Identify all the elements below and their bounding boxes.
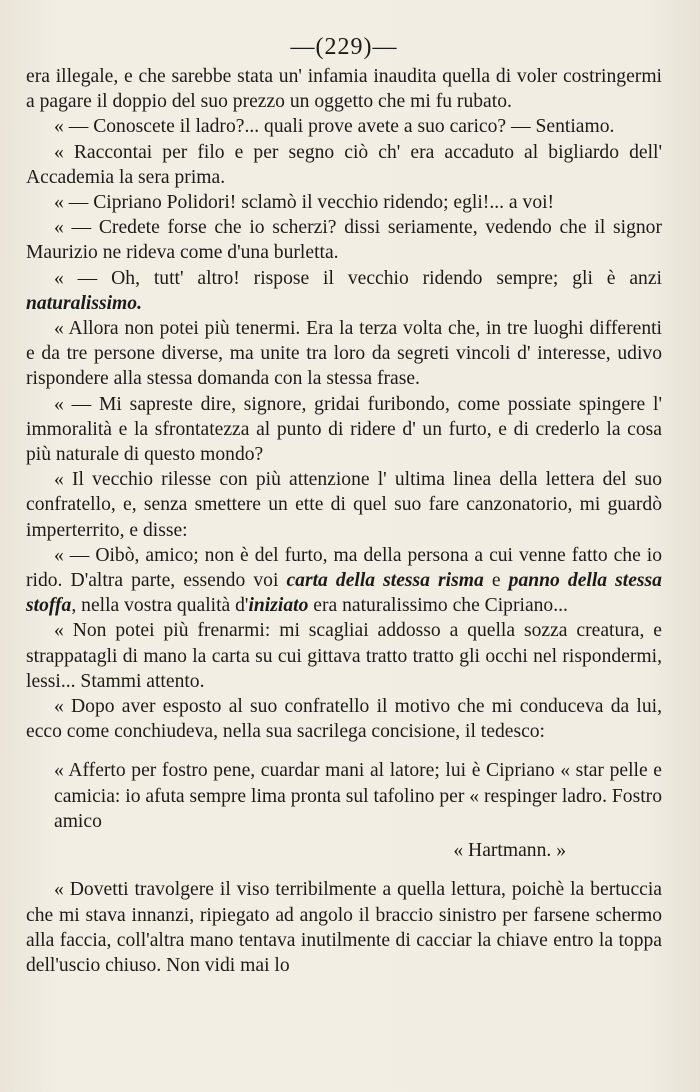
- paragraph-6-text: « — Oh, tutt' altro! rispose il vecchio ridendo sempre; gli è anzi: [54, 267, 662, 289]
- paragraph-10-text-a: « — Oibò, amico; non è del furto, ma della persona a cui venne fatto che io rido. D'altra parte, essendo voi: [26, 544, 662, 592]
- paragraph-3: « Raccontai per filo e per segno ciò ch' era accaduto al bigliardo dell' Accademia la sera prima.: [26, 141, 662, 188]
- paragraph-12: « Dopo aver esposto al suo confratello il motivo che mi conduceva da lui, ecco come conchiudeva, nella sua sacrilega concisione, il tedesco:: [26, 696, 662, 743]
- page-number: —(229)—: [290, 34, 398, 60]
- paragraph-5: « — Credete forse che io scherzi? dissi seriamente, vedendo che il signor Maurizio ne rideva come d'una burletta.: [26, 217, 662, 264]
- paragraph-9: « Il vecchio rilesse con più attenzione l' ultima linea della lettera del suo confratello, e, senza smettere un ette di quel suo fare canzonatorio, mi guardò imperterrito, e disse:: [26, 469, 662, 541]
- letter-signature: « Hartmann. »: [453, 840, 566, 862]
- italic-iniziato: iniziato: [248, 595, 309, 617]
- paragraph-10-text-c: , nella vostra qualità d': [71, 595, 249, 617]
- paragraph-8: « — Mi sapreste dire, signore, gridai furibondo, come possiate spingere l' immoralità e la sfrontatezza al punto di ridere d' un furto, e di crederlo la cosa più naturale di questo mondo?: [26, 393, 662, 466]
- italic-naturalissimo: naturalissimo.: [26, 292, 142, 314]
- paragraph-10-text-b: e: [491, 570, 501, 592]
- paragraph-4: « — Cipriano Polidori! sclamò il vecchio ridendo; egli!... a voi!: [54, 192, 555, 214]
- paragraph-7: « Allora non potei più tenermi. Era la terza volta che, in tre luoghi differenti e da tre persone diverse, ma unite tra loro da segreti vincoli d' interesse, udivo rispondere alla stessa domanda con la stessa frase.: [26, 318, 662, 390]
- closing-paragraph: « Dovetti travolgere il viso terribilmente a quella lettura, poichè la bertuccia che mi stava innanzi, ripiegato ad angolo il braccio sinistro per farsene schermo alla faccia, coll'altra mano tentava inutilmente di cacciar la chiave entro la toppa dell'uscio chiuso. Non vidi mai lo: [26, 879, 662, 976]
- paragraph-10-text-d: era naturalissimo che Cipriano...: [313, 595, 568, 617]
- paragraph-2: « — Conoscete il ladro?... quali prove avete a suo carico? — Sentiamo.: [54, 116, 615, 138]
- paragraph-11: « Non potei più frenarmi: mi scagliai addosso a quella sozza creatura, e strappatagli di mano la carta su cui gittava tratto tratto gli occhi nel rispondermi, lessi... Stammi attento.: [26, 620, 662, 692]
- italic-panno-stoffa: panno della stessa stoffa: [26, 570, 662, 617]
- paragraph-6: [26, 266, 662, 316]
- italic-carta-risma: carta della stessa risma: [286, 570, 484, 592]
- paragraph-1: era illegale, e che sarebbe stata un' infamia inaudita quella di voler costringermi a pagare il doppio del suo prezzo un oggetto che mi fu rubato.: [26, 66, 662, 113]
- quoted-letter: « Afferto per fostro pene, cuardar mani al latore; lui è Cipriano « star pelle e camicia: io afuta sempre lima pronta sul tafolino per « respinger ladro. Fostro amico: [54, 760, 662, 832]
- paragraph-10: [26, 543, 662, 619]
